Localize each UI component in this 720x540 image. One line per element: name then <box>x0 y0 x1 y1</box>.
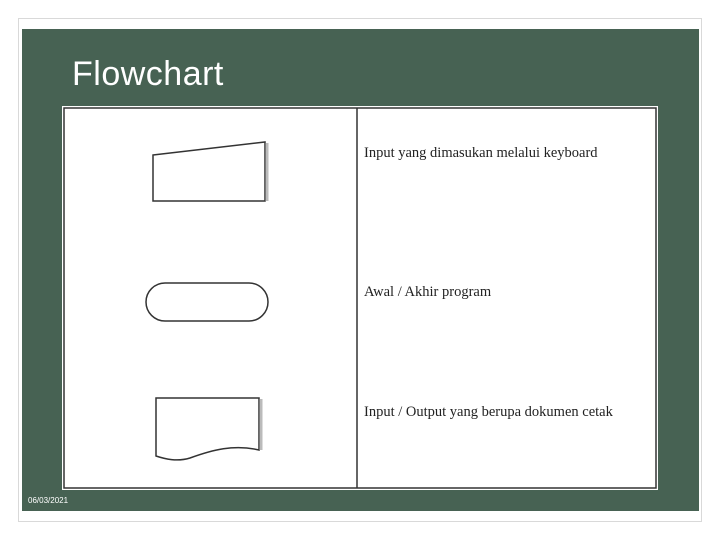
slide-date: 06/03/2021 <box>28 496 69 505</box>
slide-title: Flowchart <box>72 55 224 93</box>
description-manual-input: Input yang dimasukan melalui keyboard <box>364 145 598 161</box>
description-document: Input / Output yang berupa dokumen cetak <box>364 404 613 420</box>
symbol-table-graphic <box>62 106 658 490</box>
symbol-table <box>62 106 658 490</box>
description-terminator: Awal / Akhir program <box>364 284 492 300</box>
